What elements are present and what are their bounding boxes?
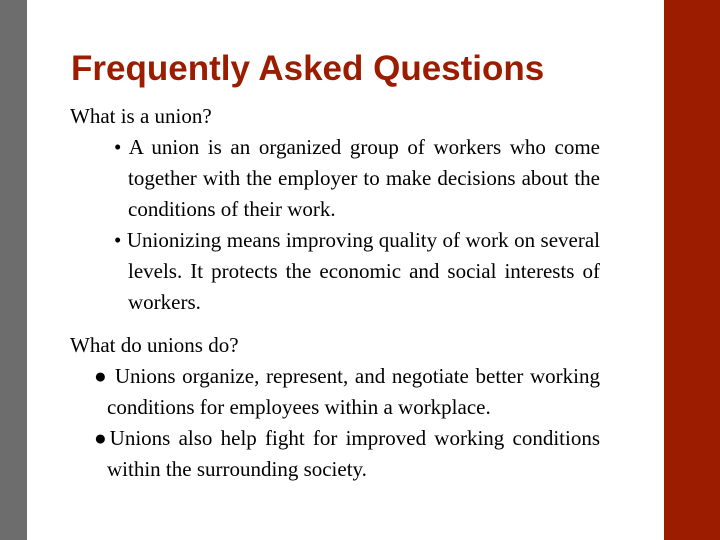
bullet-dot-icon: • [114, 228, 122, 252]
slide-content [70, 101, 600, 485]
bullet-text: Unionizing means improving quality of work on several levels. It protects the economic and social interests of workers. [126, 228, 601, 314]
slide-title: Frequently Asked Questions [71, 49, 545, 88]
bullet-item [94, 423, 600, 485]
question-what-is-a-union: What is a union? [70, 104, 212, 128]
bullet-text: Unions also help fight for improved working conditions within the surrounding society. [107, 426, 601, 481]
right-decorative-bar [664, 0, 720, 540]
bullet-text: Unions organize, represent, and negotiate better working conditions for employees within a workplace. [107, 364, 601, 419]
bullet-dot-icon: • [114, 135, 122, 159]
bullet-dot-icon: ● [94, 426, 110, 450]
bullet-item [114, 132, 600, 225]
question-what-do-unions-do: What do unions do? [70, 333, 239, 357]
bullet-item [114, 225, 600, 318]
bullet-text: A union is an organized group of workers who come together with the employer to make decisions about the conditions of their work. [128, 135, 600, 221]
left-decorative-bar [0, 0, 27, 540]
bullet-dot-icon: ● [94, 364, 109, 388]
bullet-item [94, 361, 600, 423]
